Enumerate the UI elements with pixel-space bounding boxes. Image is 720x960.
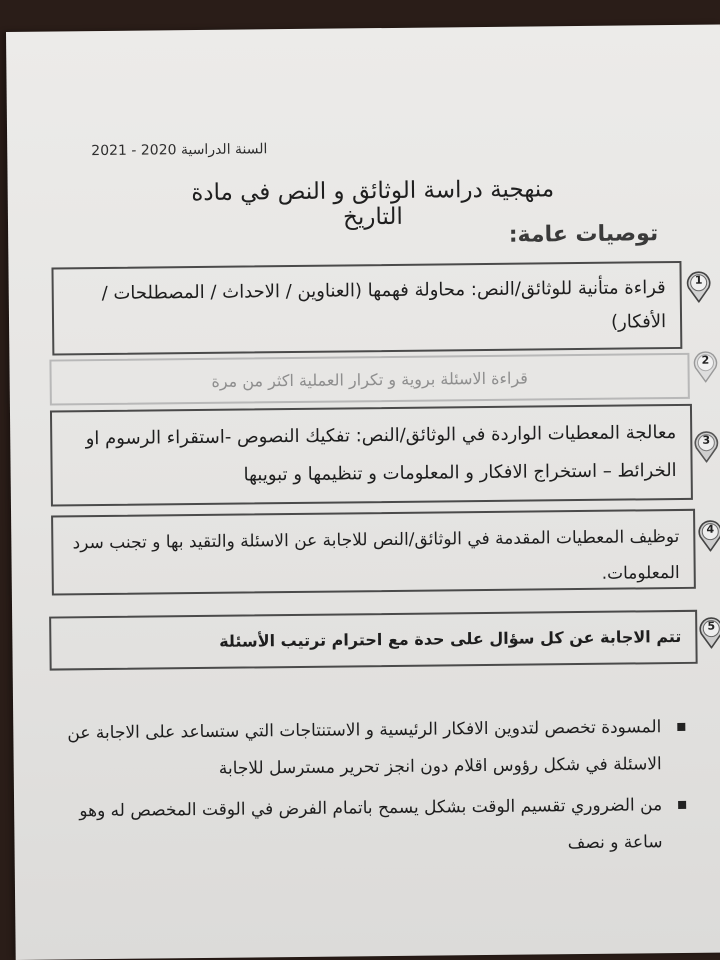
recommendation-box-2	[49, 353, 689, 406]
note-text: من الضروري تقسيم الوقت بشكل يسمح باتمام الفرض في الوقت المخصص له وهو ساعة و نصف	[79, 795, 663, 854]
recommendation-text: توظيف المعطيات المقدمة في الوثائق/النص للاجابة عن الاسئلة والتقيد بها و تجنب سرد المعلومات.	[72, 526, 680, 584]
document-page	[6, 25, 720, 960]
list-item	[47, 709, 688, 790]
marker-number: 5	[707, 619, 716, 633]
recommendation-box-4	[51, 509, 696, 596]
marker-number: 4	[706, 522, 715, 536]
recommendation-box-5	[49, 610, 698, 671]
recommendation-text: قراءة الاسئلة بروية و تكرار العملية اكثر من مرة	[211, 368, 529, 391]
list-item	[48, 787, 689, 868]
recommendation-text: معالجة المعطيات الواردة في الوثائق/النص: تفكيك النصوص -استقراء الرسوم او الخرائط – استخراج الافكار و المعلومات و تنظيمها و تبويبها	[85, 422, 677, 486]
recommendation-box-1	[51, 261, 682, 356]
square-bullet-icon	[677, 723, 685, 731]
pin-marker-icon	[698, 617, 720, 649]
pin-marker-icon	[686, 271, 712, 303]
recommendation-text: تتم الاجابة عن كل سؤال على حدة مع احترام ترتيب الأسئلة	[219, 626, 682, 651]
page-title: منهجية دراسة الوثائق و النص في مادة التاريخ	[191, 176, 555, 231]
marker-number: 1	[694, 273, 703, 287]
pin-marker-icon	[697, 520, 720, 552]
marker-number: 2	[701, 353, 710, 367]
pin-marker-icon	[693, 431, 719, 463]
section-heading: توصيات عامة:	[508, 221, 659, 248]
recommendation-text: قراءة متأنية للوثائق/النص: محاولة فهمها (العناوين / الاحداث / المصطلحات /الأفكار)	[101, 277, 667, 333]
marker-number: 3	[702, 433, 711, 447]
notes-list	[47, 709, 689, 872]
pin-marker-icon	[692, 351, 718, 383]
recommendation-box-3	[50, 404, 693, 507]
square-bullet-icon	[678, 801, 686, 809]
school-year: السنة الدراسية 2020 - 2021	[91, 141, 268, 160]
note-text: المسودة تخصص لتدوين الافكار الرئيسية و الاستنتاجات التي ستساعد على الاجابة عن الاسئلة في شكل رؤوس اقلام دون انجز تحرير مسترسل للاجابة	[67, 717, 662, 779]
